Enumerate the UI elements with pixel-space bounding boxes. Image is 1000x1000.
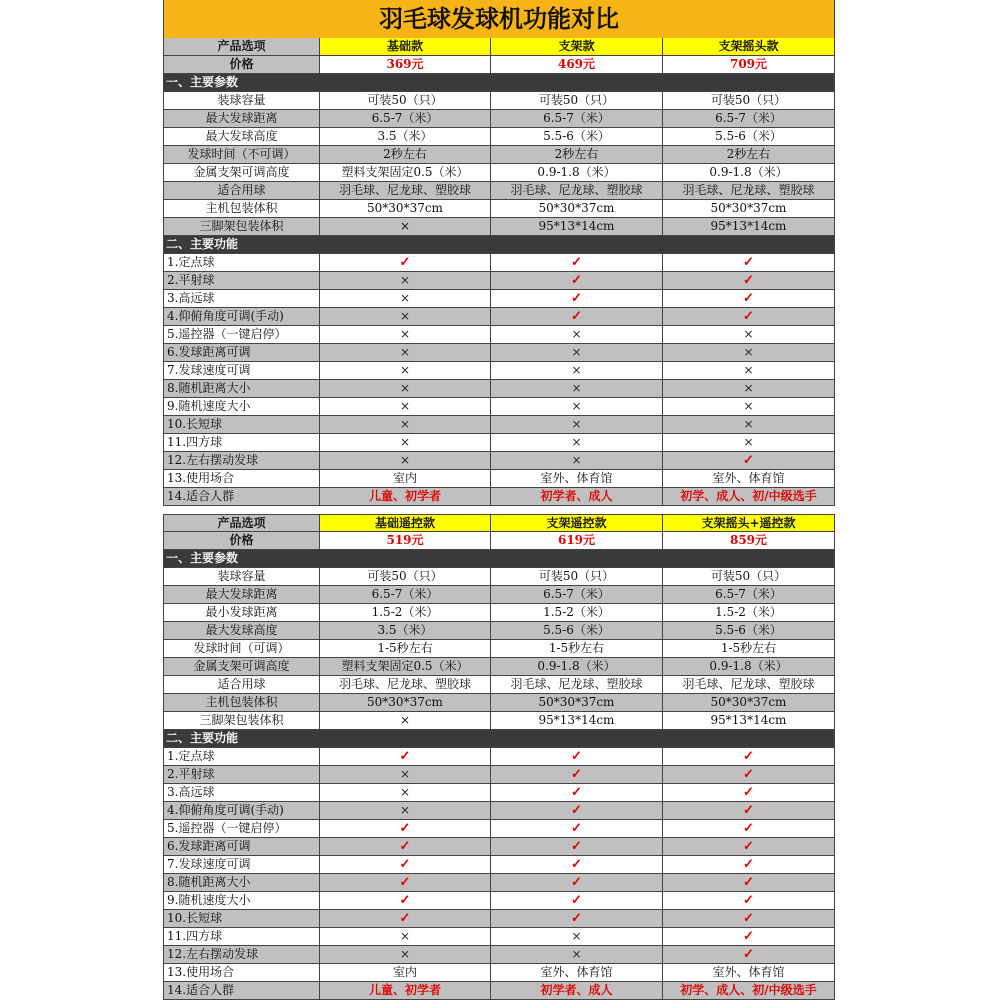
param-value-cell: 50*30*37cm: [490, 200, 662, 218]
param-value-cell: 6.5-7（米）: [319, 586, 490, 604]
check-icon: ✓: [490, 748, 662, 766]
param-label-cell: 最大发球高度: [163, 622, 319, 640]
param-row: [163, 640, 835, 658]
price-value-cell: 469元: [490, 56, 662, 74]
check-icon: ✓: [319, 748, 490, 766]
feature-row: [163, 362, 835, 380]
cross-icon: ×: [490, 380, 662, 398]
param-value-cell: 6.5-7（米）: [319, 110, 490, 128]
check-icon: ✓: [319, 892, 490, 910]
check-icon: ✓: [662, 802, 835, 820]
feature-label-cell: 6.发球距离可调: [163, 344, 319, 362]
param-row: [163, 712, 835, 730]
cross-icon: ×: [319, 362, 490, 380]
feature-value-cell: 儿童、初学者: [319, 488, 490, 506]
check-icon: ✓: [662, 308, 835, 326]
param-value-cell: 1.5-2（米）: [319, 604, 490, 622]
feature-value-cell: 室外、体育馆: [662, 964, 835, 982]
section-title: 一、主要参数: [163, 74, 835, 92]
feature-label-cell: 4.仰俯角度可调(手动): [163, 802, 319, 820]
param-value-cell: 可装50（只）: [490, 92, 662, 110]
check-icon: ✓: [490, 856, 662, 874]
check-icon: ✓: [662, 856, 835, 874]
feature-value-cell: 初学者、成人: [490, 488, 662, 506]
param-value-cell: 2秒左右: [490, 146, 662, 164]
param-value-cell: 可装50（只）: [319, 568, 490, 586]
cross-icon: ×: [490, 434, 662, 452]
feature-label-cell: 1.定点球: [163, 748, 319, 766]
check-icon: ✓: [662, 892, 835, 910]
feature-row: [163, 982, 835, 1000]
param-value-cell: 羽毛球、尼龙球、塑胶球: [662, 182, 835, 200]
feature-row: [163, 748, 835, 766]
check-icon: ✓: [319, 838, 490, 856]
param-label-cell: 最小发球距离: [163, 604, 319, 622]
feature-label-cell: 8.随机距离大小: [163, 874, 319, 892]
param-value-cell: 可装50（只）: [490, 568, 662, 586]
param-value-cell: 塑料支架固定0.5（米）: [319, 164, 490, 182]
section-title: 一、主要参数: [163, 550, 835, 568]
cross-icon: ×: [490, 362, 662, 380]
price-value-cell: 519元: [319, 532, 490, 550]
param-value-cell: 1-5秒左右: [490, 640, 662, 658]
param-label-cell: 装球容量: [163, 92, 319, 110]
check-icon: ✓: [490, 820, 662, 838]
feature-row: [163, 452, 835, 470]
cross-icon: ×: [662, 380, 835, 398]
param-value-cell: 50*30*37cm: [662, 200, 835, 218]
cross-icon: ×: [319, 344, 490, 362]
feature-row: [163, 946, 835, 964]
feature-label-cell: 9.随机速度大小: [163, 398, 319, 416]
param-row: [163, 128, 835, 146]
check-icon: ✓: [319, 820, 490, 838]
feature-value-cell: 室外、体育馆: [662, 470, 835, 488]
model-name-cell: 基础款: [319, 38, 490, 56]
param-value-cell: 95*13*14cm: [490, 218, 662, 236]
param-label-cell: 金属支架可调高度: [163, 658, 319, 676]
cross-icon: ×: [319, 802, 490, 820]
param-label-cell: 主机包装体积: [163, 200, 319, 218]
feature-label-cell: 10.长短球: [163, 910, 319, 928]
feature-row: [163, 856, 835, 874]
feature-row: [163, 820, 835, 838]
section-header-row: [163, 236, 835, 254]
cross-icon: ×: [319, 784, 490, 802]
feature-value-cell: 初学、成人、初/中级选手: [662, 982, 835, 1000]
cross-icon: ×: [490, 398, 662, 416]
check-icon: ✓: [662, 874, 835, 892]
check-icon: ✓: [662, 254, 835, 272]
param-value-cell: 2秒左右: [319, 146, 490, 164]
feature-label-cell: 4.仰俯角度可调(手动): [163, 308, 319, 326]
feature-label-cell: 5.遥控器（一键启停）: [163, 820, 319, 838]
feature-row: [163, 380, 835, 398]
param-label-cell: 最大发球距离: [163, 586, 319, 604]
param-value-cell: 0.9-1.8（米）: [490, 658, 662, 676]
feature-label-cell: 1.定点球: [163, 254, 319, 272]
feature-label-cell: 3.高远球: [163, 290, 319, 308]
param-value-cell: 50*30*37cm: [490, 694, 662, 712]
param-value-cell: 0.9-1.8（米）: [662, 658, 835, 676]
param-row: [163, 586, 835, 604]
param-value-cell: 1-5秒左右: [319, 640, 490, 658]
param-value-cell: 1-5秒左右: [662, 640, 835, 658]
param-value-cell: 3.5（米）: [319, 128, 490, 146]
feature-row: [163, 344, 835, 362]
param-row: [163, 92, 835, 110]
feature-row: [163, 838, 835, 856]
param-value-cell: ×: [319, 712, 490, 730]
feature-label-cell: 8.随机距离大小: [163, 380, 319, 398]
feature-row: [163, 398, 835, 416]
feature-label-cell: 14.适合人群: [163, 982, 319, 1000]
cross-icon: ×: [319, 416, 490, 434]
param-row: [163, 200, 835, 218]
param-row: [163, 604, 835, 622]
param-value-cell: 2秒左右: [662, 146, 835, 164]
cross-icon: ×: [662, 398, 835, 416]
cross-icon: ×: [490, 344, 662, 362]
feature-value-cell: 初学、成人、初/中级选手: [662, 488, 835, 506]
feature-row: [163, 910, 835, 928]
feature-label-cell: 2.平射球: [163, 272, 319, 290]
param-value-cell: 6.5-7（米）: [490, 110, 662, 128]
param-value-cell: 5.5-6（米）: [490, 622, 662, 640]
feature-label-cell: 12.左右摆动发球: [163, 452, 319, 470]
table-header-row: [163, 514, 835, 532]
section-header-row: [163, 550, 835, 568]
cross-icon: ×: [319, 928, 490, 946]
page-title: 羽毛球发球机功能对比: [163, 0, 835, 38]
param-row: [163, 568, 835, 586]
feature-value-cell: 室内: [319, 470, 490, 488]
check-icon: ✓: [490, 892, 662, 910]
param-row: [163, 622, 835, 640]
feature-label-cell: 10.长短球: [163, 416, 319, 434]
param-value-cell: 羽毛球、尼龙球、塑胶球: [662, 676, 835, 694]
param-label-cell: 发球时间（可调）: [163, 640, 319, 658]
param-label-cell: 主机包装体积: [163, 694, 319, 712]
param-value-cell: 1.5-2（米）: [490, 604, 662, 622]
cross-icon: ×: [490, 928, 662, 946]
param-label-cell: 装球容量: [163, 568, 319, 586]
feature-row: [163, 290, 835, 308]
feature-value-cell: 室内: [319, 964, 490, 982]
cross-icon: ×: [662, 416, 835, 434]
price-label-cell: 价格: [163, 56, 319, 74]
check-icon: ✓: [662, 748, 835, 766]
feature-label-cell: 11.四方球: [163, 434, 319, 452]
table-header-row: [163, 38, 835, 56]
cross-icon: ×: [319, 946, 490, 964]
check-icon: ✓: [662, 838, 835, 856]
tables-container: [163, 38, 835, 1000]
feature-label-cell: 7.发球速度可调: [163, 362, 319, 380]
feature-label-cell: 13.使用场合: [163, 470, 319, 488]
param-value-cell: 50*30*37cm: [662, 694, 835, 712]
feature-row: [163, 488, 835, 506]
model-name-cell: 基础遥控款: [319, 514, 490, 532]
check-icon: ✓: [662, 946, 835, 964]
model-name-cell: 支架摇头+遥控款: [662, 514, 835, 532]
param-value-cell: 5.5-6（米）: [662, 622, 835, 640]
feature-row: [163, 416, 835, 434]
feature-row: [163, 272, 835, 290]
param-value-cell: 羽毛球、尼龙球、塑胶球: [319, 676, 490, 694]
price-value-cell: 859元: [662, 532, 835, 550]
param-label-cell: 三脚架包装体积: [163, 712, 319, 730]
comparison-table: [163, 514, 835, 1000]
check-icon: ✓: [490, 802, 662, 820]
feature-label-cell: 12.左右摆动发球: [163, 946, 319, 964]
param-value-cell: 可装50（只）: [319, 92, 490, 110]
check-icon: ✓: [490, 874, 662, 892]
param-row: [163, 676, 835, 694]
check-icon: ✓: [319, 254, 490, 272]
param-value-cell: 95*13*14cm: [662, 218, 835, 236]
feature-label-cell: 5.遥控器（一键启停）: [163, 326, 319, 344]
feature-label-cell: 2.平射球: [163, 766, 319, 784]
check-icon: ✓: [319, 874, 490, 892]
feature-row: [163, 254, 835, 272]
check-icon: ✓: [662, 290, 835, 308]
feature-label-cell: 3.高远球: [163, 784, 319, 802]
check-icon: ✓: [662, 910, 835, 928]
cross-icon: ×: [490, 326, 662, 344]
feature-label-cell: 14.适合人群: [163, 488, 319, 506]
section-title: 二、主要功能: [163, 236, 835, 254]
param-row: [163, 218, 835, 236]
price-row: [163, 56, 835, 74]
table-gap: [163, 506, 835, 514]
feature-value-cell: 儿童、初学者: [319, 982, 490, 1000]
param-value-cell: 95*13*14cm: [662, 712, 835, 730]
comparison-table: [163, 38, 835, 506]
cross-icon: ×: [319, 326, 490, 344]
param-value-cell: 3.5（米）: [319, 622, 490, 640]
feature-value-cell: 室外、体育馆: [490, 470, 662, 488]
param-value-cell: 可装50（只）: [662, 92, 835, 110]
feature-label-cell: 9.随机速度大小: [163, 892, 319, 910]
section-title: 二、主要功能: [163, 730, 835, 748]
feature-row: [163, 874, 835, 892]
feature-row: [163, 326, 835, 344]
cross-icon: ×: [319, 290, 490, 308]
param-row: [163, 146, 835, 164]
param-value-cell: 5.5-6（米）: [662, 128, 835, 146]
param-value-cell: 50*30*37cm: [319, 200, 490, 218]
param-row: [163, 164, 835, 182]
param-row: [163, 658, 835, 676]
param-label-cell: 金属支架可调高度: [163, 164, 319, 182]
param-row: [163, 182, 835, 200]
param-value-cell: 羽毛球、尼龙球、塑胶球: [319, 182, 490, 200]
param-value-cell: 羽毛球、尼龙球、塑胶球: [490, 182, 662, 200]
comparison-sheet: [163, 0, 835, 1000]
check-icon: ✓: [319, 910, 490, 928]
feature-row: [163, 470, 835, 488]
check-icon: ✓: [662, 452, 835, 470]
param-value-cell: 6.5-7（米）: [662, 586, 835, 604]
param-label-cell: 发球时间（不可调）: [163, 146, 319, 164]
check-icon: ✓: [490, 272, 662, 290]
feature-label-cell: 6.发球距离可调: [163, 838, 319, 856]
model-name-cell: 支架摇头款: [662, 38, 835, 56]
check-icon: ✓: [662, 820, 835, 838]
param-row: [163, 110, 835, 128]
cross-icon: ×: [662, 326, 835, 344]
cross-icon: ×: [490, 416, 662, 434]
param-value-cell: 5.5-6（米）: [490, 128, 662, 146]
price-label-cell: 价格: [163, 532, 319, 550]
feature-row: [163, 766, 835, 784]
feature-row: [163, 434, 835, 452]
param-label-cell: 最大发球距离: [163, 110, 319, 128]
check-icon: ✓: [490, 254, 662, 272]
section-header-row: [163, 74, 835, 92]
check-icon: ✓: [319, 856, 490, 874]
feature-row: [163, 964, 835, 982]
feature-row: [163, 802, 835, 820]
feature-row: [163, 892, 835, 910]
param-value-cell: 羽毛球、尼龙球、塑胶球: [490, 676, 662, 694]
cross-icon: ×: [319, 308, 490, 326]
price-value-cell: 709元: [662, 56, 835, 74]
feature-value-cell: 初学者、成人: [490, 982, 662, 1000]
cross-icon: ×: [319, 272, 490, 290]
feature-label-cell: 11.四方球: [163, 928, 319, 946]
cross-icon: ×: [319, 452, 490, 470]
check-icon: ✓: [662, 784, 835, 802]
header-label-cell: 产品选项: [163, 514, 319, 532]
cross-icon: ×: [319, 766, 490, 784]
price-row: [163, 532, 835, 550]
price-value-cell: 369元: [319, 56, 490, 74]
param-value-cell: 0.9-1.8（米）: [490, 164, 662, 182]
cross-icon: ×: [662, 362, 835, 380]
check-icon: ✓: [490, 784, 662, 802]
param-value-cell: 可装50（只）: [662, 568, 835, 586]
cross-icon: ×: [662, 344, 835, 362]
model-name-cell: 支架遥控款: [490, 514, 662, 532]
param-row: [163, 694, 835, 712]
check-icon: ✓: [662, 766, 835, 784]
price-value-cell: 619元: [490, 532, 662, 550]
param-label-cell: 适合用球: [163, 182, 319, 200]
check-icon: ✓: [490, 308, 662, 326]
check-icon: ✓: [490, 290, 662, 308]
cross-icon: ×: [662, 434, 835, 452]
check-icon: ✓: [490, 838, 662, 856]
param-label-cell: 适合用球: [163, 676, 319, 694]
feature-row: [163, 928, 835, 946]
cross-icon: ×: [319, 380, 490, 398]
feature-label-cell: 7.发球速度可调: [163, 856, 319, 874]
param-value-cell: 塑料支架固定0.5（米）: [319, 658, 490, 676]
param-label-cell: 最大发球高度: [163, 128, 319, 146]
param-value-cell: 6.5-7（米）: [490, 586, 662, 604]
cross-icon: ×: [319, 434, 490, 452]
section-header-row: [163, 730, 835, 748]
model-name-cell: 支架款: [490, 38, 662, 56]
param-value-cell: 50*30*37cm: [319, 694, 490, 712]
param-value-cell: 95*13*14cm: [490, 712, 662, 730]
param-value-cell: 0.9-1.8（米）: [662, 164, 835, 182]
header-label-cell: 产品选项: [163, 38, 319, 56]
feature-label-cell: 13.使用场合: [163, 964, 319, 982]
cross-icon: ×: [490, 946, 662, 964]
param-value-cell: 1.5-2（米）: [662, 604, 835, 622]
feature-value-cell: 室外、体育馆: [490, 964, 662, 982]
param-value-cell: 6.5-7（米）: [662, 110, 835, 128]
check-icon: ✓: [662, 272, 835, 290]
param-label-cell: 三脚架包装体积: [163, 218, 319, 236]
feature-row: [163, 308, 835, 326]
cross-icon: ×: [319, 398, 490, 416]
check-icon: ✓: [490, 910, 662, 928]
feature-row: [163, 784, 835, 802]
param-value-cell: ×: [319, 218, 490, 236]
check-icon: ✓: [662, 928, 835, 946]
check-icon: ✓: [490, 766, 662, 784]
cross-icon: ×: [490, 452, 662, 470]
